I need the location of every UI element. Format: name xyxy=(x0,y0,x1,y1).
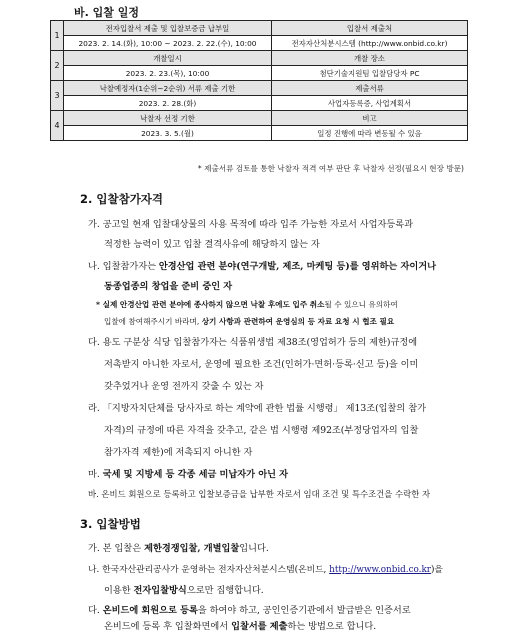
text-run: 가. 본 입찰은 xyxy=(88,543,145,554)
bold-text: 국세 및 지방세 등 각종 세금 미납자가 아닌 자 xyxy=(102,469,289,480)
note-line xyxy=(96,299,398,310)
paragraph-line xyxy=(88,602,411,616)
schedule-table xyxy=(50,20,468,141)
paragraph-line: 동종업종의 창업을 준비 중인 자 xyxy=(104,281,233,292)
paragraph-line xyxy=(104,582,264,596)
paragraph-line: 바. 온비드 회원으로 등록하고 입찰보증금을 납부한 자로서 임대 조건 및 특수조건을 수락한 자 xyxy=(88,489,431,499)
schedule-footnote: * 제출서류 검토를 통한 낙찰자 적격 여부 판단 후 낙찰자 선정(필요시 현장 방문) xyxy=(197,164,464,173)
schedule-header-row xyxy=(51,51,468,66)
schedule-header-cell: 입찰서 제출처 xyxy=(272,21,468,36)
schedule-header-cell: 전자입찰서 제출 및 입찰보증금 납부일 xyxy=(64,21,272,36)
schedule-header-cell: 낙찰자 선정 기한 xyxy=(64,111,272,126)
bold-text: 전자입찰방식 xyxy=(133,585,187,596)
paragraph-line xyxy=(88,540,269,554)
text-run: 마. xyxy=(88,469,103,480)
text-run: 나. 입찰참가자는 xyxy=(88,261,159,272)
row-number: 4 xyxy=(51,111,64,141)
bold-text: 상기 사항과 관련하여 운영심의 등 자료 요청 시 협조 필요 xyxy=(201,317,395,326)
paragraph-line: 가. 공고일 현재 입찰대상물의 사용 목적에 따라 입주 가능한 자로서 사업자등록과 xyxy=(88,219,414,230)
schedule-value-row xyxy=(51,66,468,81)
row-number: 2 xyxy=(51,51,64,81)
bold-text: 입찰서를 제출 xyxy=(231,621,288,632)
schedule-value-cell: 사업자등록증, 사업계획서 xyxy=(272,96,468,111)
paragraph-line: 갖추었거나 운영 전까지 갖출 수 있는 자 xyxy=(104,381,264,392)
section-title-eligibility: 2. 입찰참가자격 xyxy=(80,192,164,206)
section-title-bidding-method: 3. 입찰방법 xyxy=(80,517,141,531)
paragraph-line xyxy=(88,562,443,575)
text-run: 입니다. xyxy=(239,543,269,554)
row-number: 1 xyxy=(51,21,64,51)
schedule-header-row xyxy=(51,111,468,126)
text-run: 으로만 집행합니다. xyxy=(186,585,264,596)
bold-text: 제한경쟁입찰, 개별입찰 xyxy=(144,543,240,554)
paragraph-line xyxy=(88,258,436,272)
bold-text: 온비드에 회원으로 등록 xyxy=(102,605,198,616)
schedule-value-cell: 2023. 3. 5.(월) xyxy=(64,126,272,141)
onbid-link[interactable]: http://www.onbid.co.kr xyxy=(329,565,431,575)
schedule-value-cell: 첨단기술지원팀 입찰담당자 PC xyxy=(272,66,468,81)
text-run: 이용한 xyxy=(104,585,134,596)
text-run: 온비드에 등록 후 입찰화면에서 xyxy=(104,621,232,632)
schedule-value-row xyxy=(51,126,468,141)
paragraph-line: 참가자격 제한)에 저촉되지 아니한 자 xyxy=(104,447,253,458)
paragraph-line: 자격)의 규정에 따른 자격을 갖추고, 같은 법 시행령 제92조(부정당업자의 입찰 xyxy=(104,425,419,436)
text-run: 을 하여야 하고, 공인인증기관에서 발급받은 인증서로 xyxy=(197,605,411,616)
note-line xyxy=(104,316,394,327)
paragraph-line xyxy=(104,618,376,632)
row-number: 3 xyxy=(51,81,64,111)
schedule-header-row xyxy=(51,81,468,96)
schedule-value-cell: 2023. 2. 23.(목), 10:00 xyxy=(64,66,272,81)
text-run: 다. xyxy=(88,605,103,616)
schedule-value-cell: 2023. 2. 28.(화) xyxy=(64,96,272,111)
schedule-header-row xyxy=(51,21,468,36)
schedule-value-cell: 2023. 2. 14.(화), 10:00 ~ 2023. 2. 22.(수), 10:00 xyxy=(64,36,272,51)
text-run: 나. 한국자산관리공사가 운영하는 전자자산처분시스템(온비드, xyxy=(88,565,330,575)
schedule-value-row xyxy=(51,36,468,51)
text-run: 하는 방법으로 합니다. xyxy=(287,621,377,632)
paragraph-line: 라. 「지방자치단체를 당사자로 하는 계약에 관한 법률 시행령」 제13조(입찰의 참가 xyxy=(88,403,426,414)
schedule-header-cell: 비고 xyxy=(272,111,468,126)
text-run: 입찰에 참여해주시기 바라며, xyxy=(104,317,202,326)
text-run: 될 수 있으니 유의하여 xyxy=(324,300,398,309)
schedule-header-cell: 낙찰예정자(1순위~2순위) 서류 제출 기한 xyxy=(64,81,272,96)
bold-text: * 실제 안경산업 관련 분야에 종사하지 않으면 낙찰 후에도 입주 취소 xyxy=(96,300,325,309)
schedule-title: 바. 입찰 일정 xyxy=(74,6,139,19)
paragraph-line: 저촉받지 아니한 자로서, 운영에 필요한 조건(인허가·면허·등록·신고 등)을 이미 xyxy=(104,359,419,370)
paragraph-line: 다. 용도 구분상 식당 입찰참가자는 식품위생법 제38조(영업허가 등의 제한)규정에 xyxy=(88,337,418,348)
schedule-value-cell: 일정 진행에 따라 변동될 수 있음 xyxy=(272,126,468,141)
schedule-value-row xyxy=(51,96,468,111)
schedule-value-cell: 전자자산처분시스템 (http://www.onbid.co.kr) xyxy=(272,36,468,51)
text-run: )을 xyxy=(431,565,443,575)
schedule-header-cell: 제출서류 xyxy=(272,81,468,96)
paragraph-line: 적정한 능력이 있고 입찰 결격사유에 해당하지 않는 자 xyxy=(104,239,320,250)
schedule-header-cell: 개찰 장소 xyxy=(272,51,468,66)
bold-text: 안경산업 관련 분야(연구개발, 제조, 마케팅 등)를 영위하는 자이거나 xyxy=(158,261,436,272)
paragraph-line xyxy=(88,466,288,480)
schedule-header-cell: 개찰일시 xyxy=(64,51,272,66)
